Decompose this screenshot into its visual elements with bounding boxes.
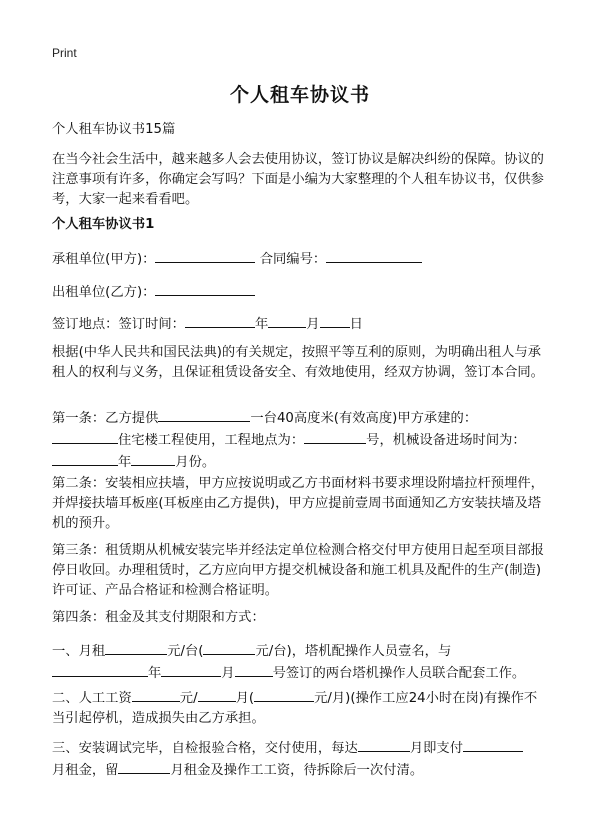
item2-blank-wage — [132, 687, 180, 702]
item2-text-d: 元/月)(操作工应24小时在岗)有操作不当引起停机，造成损失由乙方承担。 — [52, 691, 538, 726]
item-2 — [52, 687, 548, 729]
print-link[interactable]: Print — [52, 46, 77, 60]
art1-blank-address — [304, 429, 366, 444]
sign-place-label: 签订地点：签订时间： — [52, 317, 185, 332]
item1-text-e: 月 — [221, 666, 235, 681]
item1-text-b: 元/台( — [167, 644, 204, 659]
item3-blank-pay — [463, 737, 523, 752]
item3-blank-retain — [118, 759, 170, 774]
year-unit: 年 — [254, 317, 269, 332]
art1-blank-month — [131, 451, 175, 466]
sign-year-blank — [185, 313, 255, 328]
art1-text-a: 第一条：乙方提供 — [52, 411, 159, 426]
intro-paragraph: 在当今社会生活中，越来越多人会去使用协议，签订协议是解决纠纷的保障。协议的注意事项有许多，你确定会写吗？下面是小编为大家整理的个人租车协议书，仅供参考，大家一起来看看吧。 — [52, 152, 544, 207]
art1-text-e: 年 — [118, 455, 132, 470]
item1-text-d: 年 — [148, 666, 162, 681]
item1-blank-rent — [105, 640, 167, 655]
item1-blank-rent-words — [203, 640, 255, 655]
item-1 — [52, 640, 548, 684]
art1-text-b: 一台40高度米(有效高度)甲方承建的： — [250, 411, 478, 426]
item3-text-d: 月租金及操作工工资，待拆除后一次付清。 — [170, 763, 424, 778]
art1-blank-equipment — [158, 407, 250, 422]
item1-text-c: 元/台)，塔机配操作人员壹名，与 — [255, 644, 452, 659]
art1-text-d: 号，机械设备进场时间为： — [366, 433, 526, 448]
document-title: 个人租车协议书 — [229, 84, 370, 106]
month-unit: 月 — [306, 317, 320, 332]
item1-blank-month — [161, 662, 221, 677]
day-unit: 日 — [349, 317, 363, 332]
article-4: 第四条：租金及其支付期限和方式： — [52, 610, 265, 625]
basis-paragraph: 根据(中华人民共和国民法典)的有关规定，按照平等互利的原则，为明确出租人与承租人的权利与义务，且保证租赁设备安全、有效地使用，经双方协调，签订本合同。 — [52, 345, 544, 380]
sign-month-blank — [268, 313, 306, 328]
lessee-blank — [155, 248, 255, 263]
item3-text-b: 月即支付 — [409, 741, 464, 756]
item2-text-c: 月( — [235, 691, 255, 706]
lessor-line — [52, 281, 548, 303]
item3-blank-months — [358, 737, 410, 752]
art1-blank-year — [52, 451, 118, 466]
item2-blank-unit — [198, 687, 236, 702]
item2-text-a: 二、人工工资 — [52, 691, 132, 706]
item2-blank-wage-words — [254, 687, 314, 702]
contract-no-blank — [326, 248, 422, 263]
lessee-line — [52, 248, 548, 270]
section-heading: 个人租车协议书1 — [52, 217, 155, 232]
item1-text-a: 一、月租 — [52, 644, 106, 659]
article-3: 第三条：租赁期从机械安装完毕并经法定单位检测合格交付甲方使用日起至项目部报停日收回。办理租赁时，乙方应向甲方提交机械设备和施工机具及配件的生产(制造)许可证、产品合格证和检测合格证明。 — [52, 543, 544, 598]
art1-text-c: 住宅楼工程使用，工程地点为： — [118, 433, 305, 448]
item3-text-a: 三、安装调试完毕，自检报验合格，交付使用，每达 — [52, 741, 358, 756]
item-3 — [52, 737, 548, 781]
item1-blank-year — [52, 662, 148, 677]
art1-blank-project — [52, 429, 118, 444]
lessor-blank — [155, 281, 255, 296]
lessee-label: 承租单位(甲方)： — [52, 252, 156, 267]
item1-blank-day — [235, 662, 273, 677]
article-1 — [52, 407, 548, 473]
sign-day-blank — [320, 313, 350, 328]
document-subtitle: 个人租车协议书15篇 — [52, 122, 176, 137]
sign-place-line — [52, 313, 548, 335]
contract-no-label: 合同编号： — [259, 252, 327, 267]
item2-text-b: 元/ — [179, 691, 198, 706]
art1-text-f: 月份。 — [175, 455, 216, 470]
item3-text-c: 月租金，留 — [52, 763, 119, 778]
article-2: 第二条：安装相应扶墙，甲方应按说明或乙方书面材料书要求埋设附墙拉杆预埋件，并焊接扶墙耳板座(耳板座由乙方提供)，甲方应提前壹周书面通知乙方安装扶墙及塔机的预升。 — [52, 476, 544, 531]
lessor-label: 出租单位(乙方)： — [52, 285, 156, 300]
item1-text-f: 号签订的两台塔机操作人员联合配套工作。 — [272, 666, 526, 681]
